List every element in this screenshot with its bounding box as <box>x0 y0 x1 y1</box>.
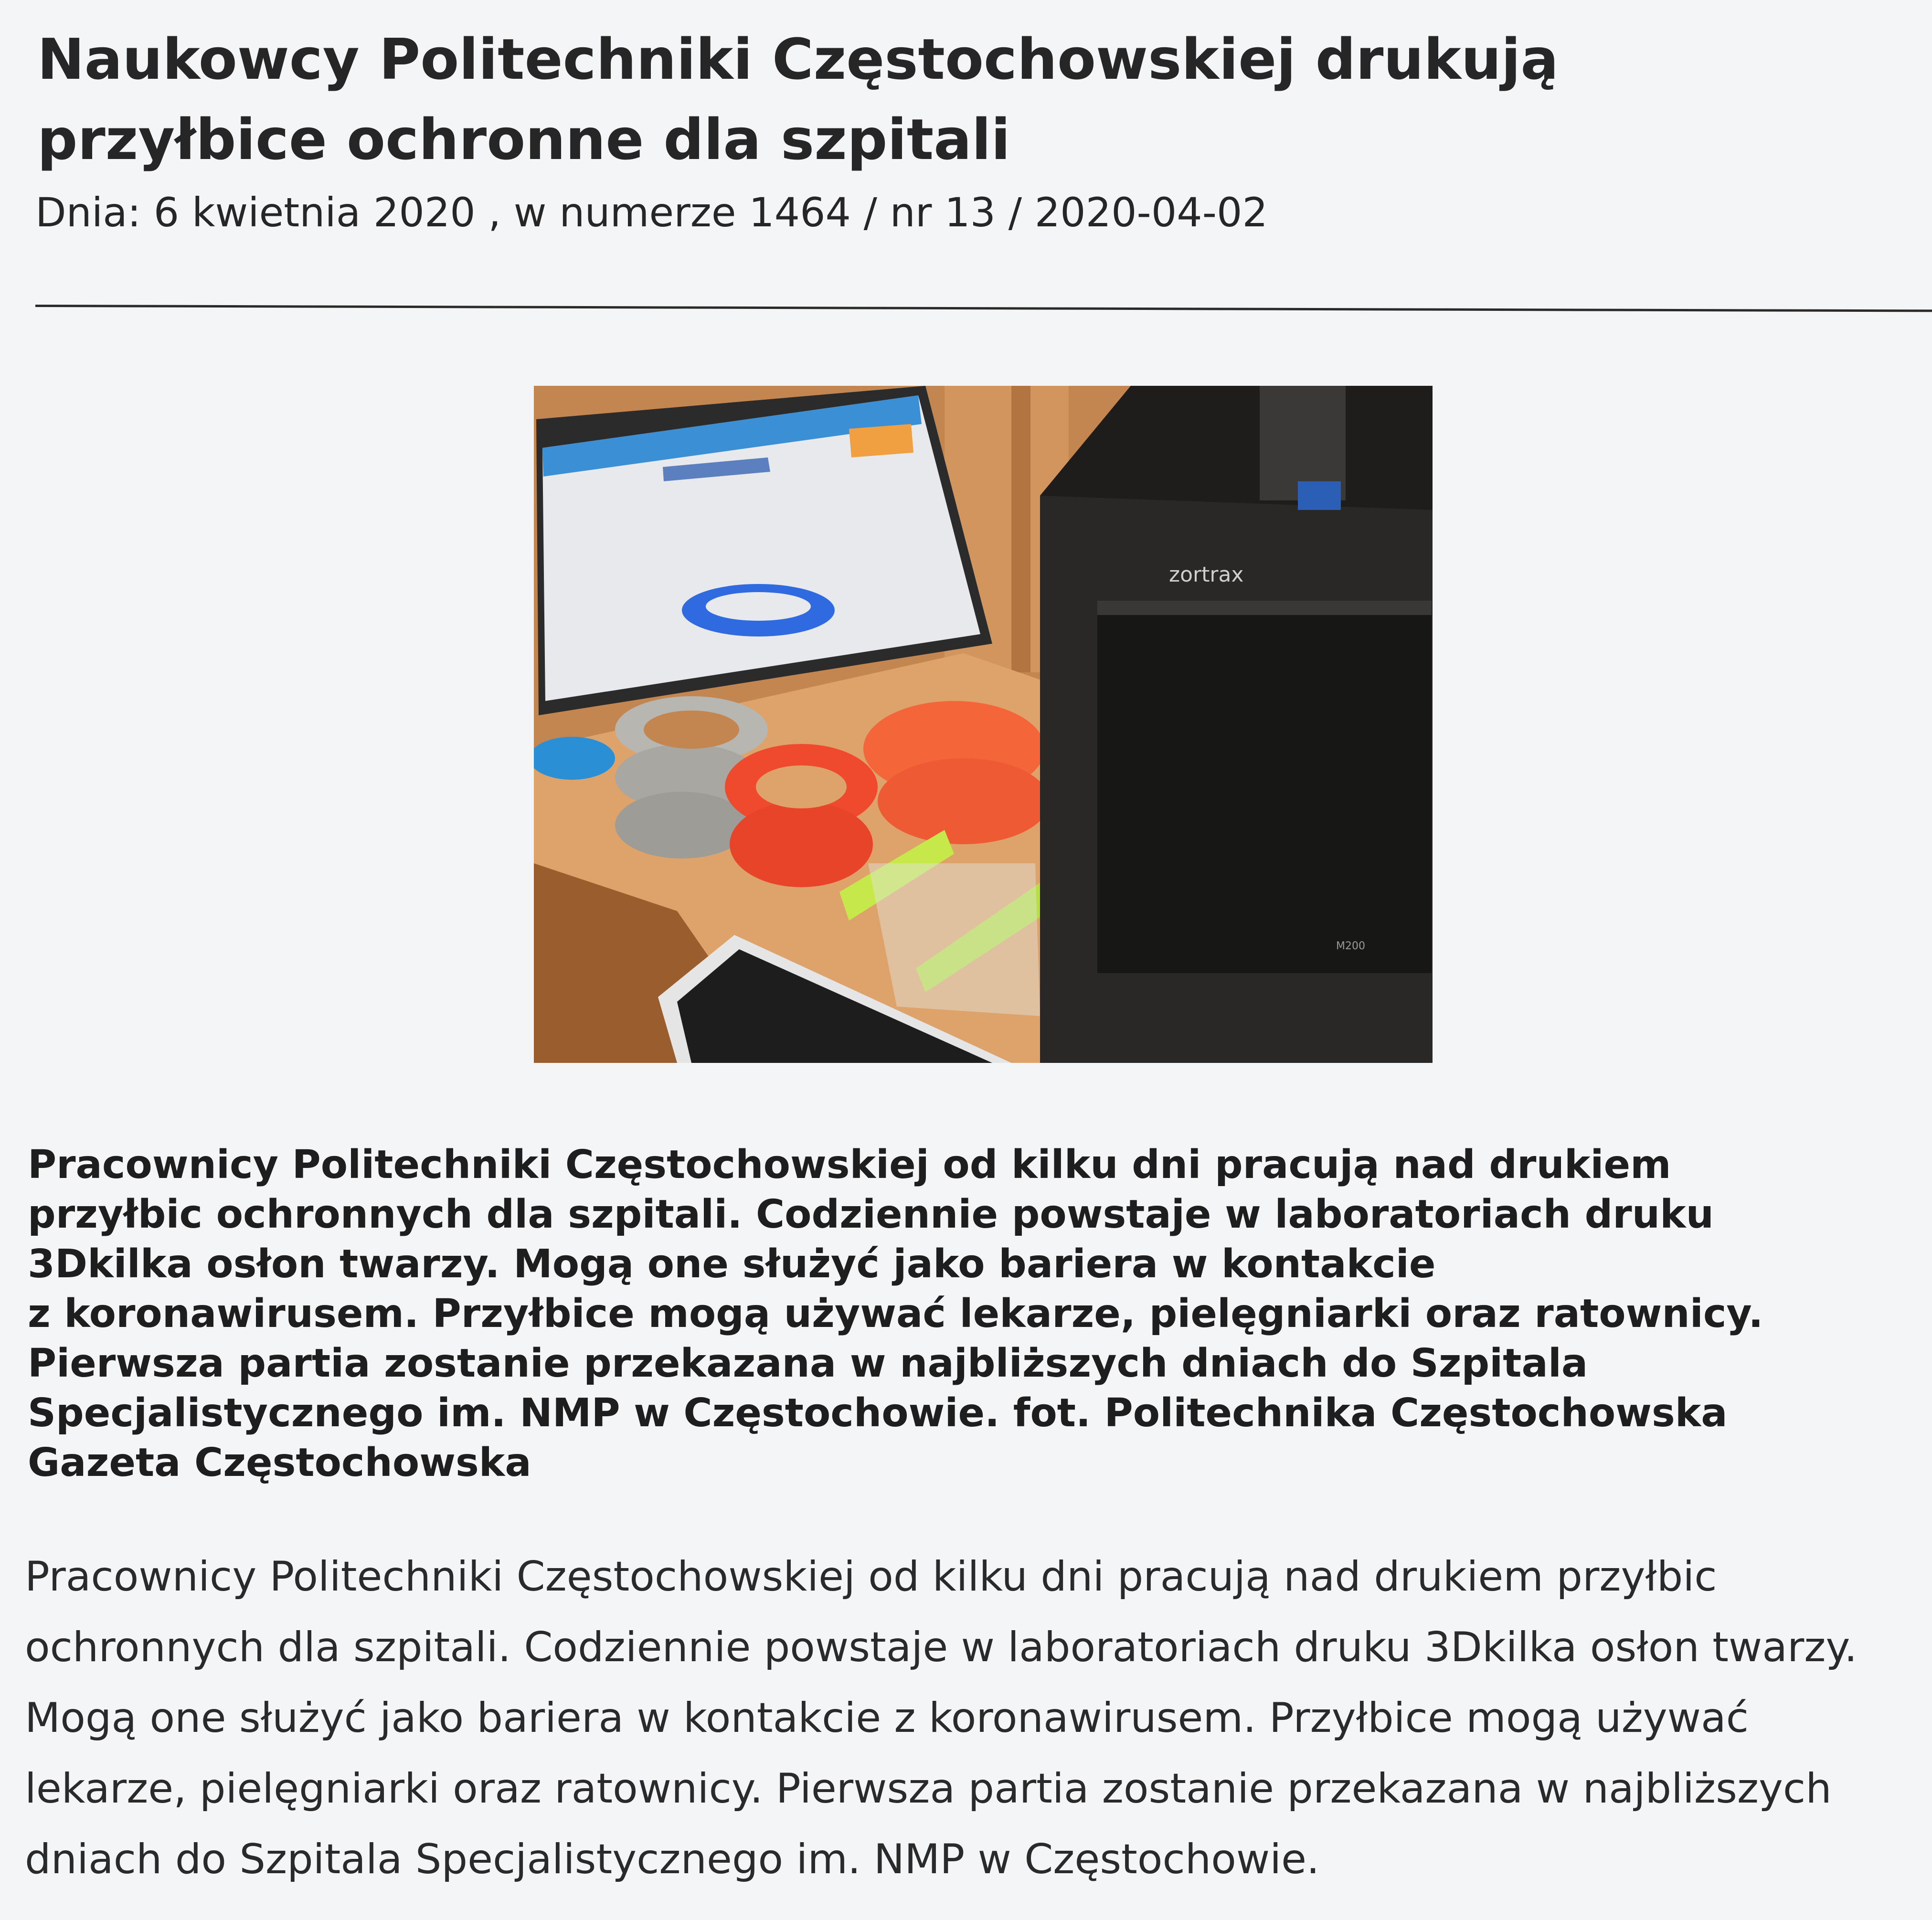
article-title: Naukowcy Politechniki Częstochowskiej drukują przyłbice ochronne dla szpitali <box>37 26 1559 172</box>
lead-line: przyłbic ochronnych dla szpitali. Codziennie powstaje w laboratoriach druku <box>28 1192 1714 1237</box>
photo-3d-printer-face-shields <box>534 386 1433 1063</box>
article-photo <box>534 386 1433 1063</box>
body-line: Mogą one służyć jako bariera w kontakcie z koronawirusem. Przyłbice mogą używać <box>25 1694 1749 1742</box>
body-line: lekarze, pielęgniarki oraz ratownicy. Pierwsza partia zostanie przekazana w najbliższych <box>25 1765 1832 1813</box>
lead-line: Specjalistycznego im. NMP w Częstochowie. fot. Politechnika Częstochowska <box>28 1390 1728 1436</box>
lead-line: Gazeta Częstochowska <box>28 1440 531 1485</box>
article-date-issue: Dnia: 6 kwietnia 2020 , w numerze 1464 / nr 13 / 2020-04-02 <box>35 189 1268 236</box>
body-line: Pracownicy Politechniki Częstochowskiej od kilku dni pracują nad drukiem przyłbic <box>25 1553 1717 1601</box>
article-body <box>25 1541 1916 1895</box>
body-line: dniach do Szpitala Specjalistycznego im. NMP w Częstochowie. <box>25 1835 1320 1883</box>
lead-line: Pierwsza partia zostanie przekazana w najbliższych dniach do Szpitala <box>28 1341 1588 1386</box>
body-line: ochronnych dla szpitali. Codziennie powstaje w laboratoriach druku 3Dkilka osłon twarzy. <box>25 1623 1858 1671</box>
printer-brand-label: zortrax <box>1169 562 1244 587</box>
lead-line: 3Dkilka osłon twarzy. Mogą one służyć jako bariera w kontakcie <box>28 1241 1436 1287</box>
divider-line <box>35 305 1932 312</box>
lead-line: z koronawirusem. Przyłbice mogą używać lekarze, pielęgniarki oraz ratownicy. <box>28 1291 1763 1337</box>
printer-model-label: M200 <box>1336 940 1365 952</box>
lead-line: Pracownicy Politechniki Częstochowskiej od kilku dni pracują nad drukiem <box>28 1142 1671 1188</box>
article-lead-bold <box>28 1140 1909 1488</box>
